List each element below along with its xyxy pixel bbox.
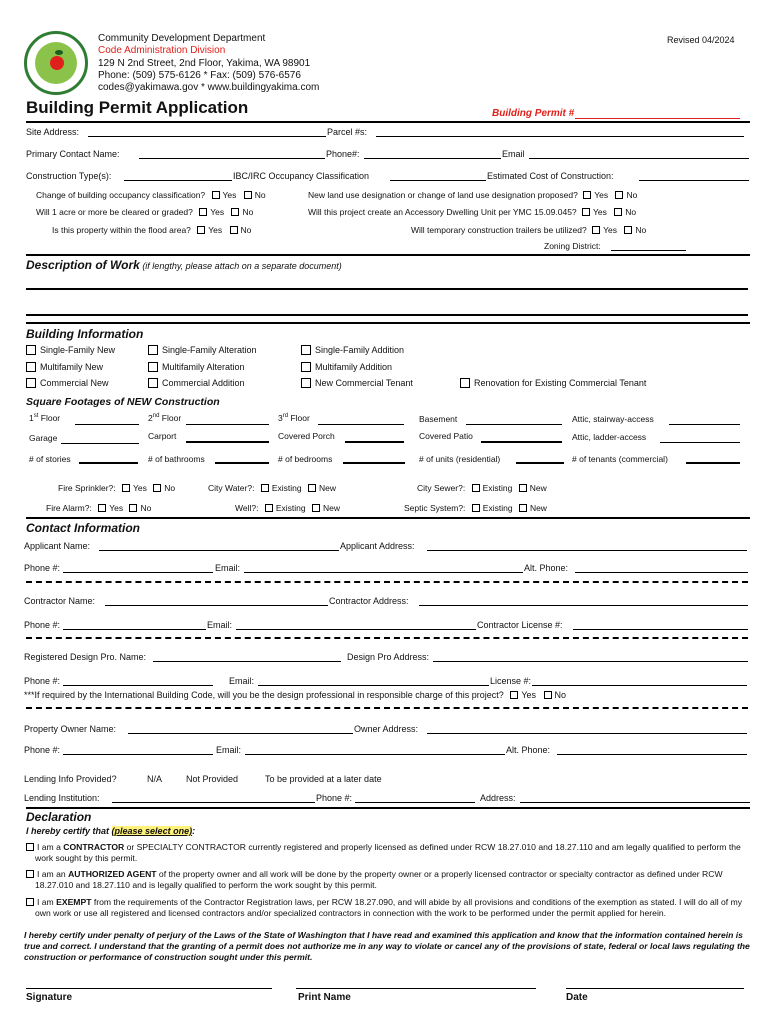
new-label: New: [529, 483, 547, 493]
lending-institution-label: Lending Institution:: [24, 793, 100, 803]
land-use-question: [308, 190, 637, 200]
design-pro-email-label: Email:: [229, 676, 255, 686]
no-label: No: [164, 483, 176, 493]
checkbox-icon[interactable]: [460, 378, 470, 388]
lending-na-option[interactable]: N/A: [147, 774, 163, 784]
trailers-yes-checkbox[interactable]: [592, 226, 600, 234]
design-pro-address-label: Design Pro Address:: [347, 652, 430, 662]
adu-yes-checkbox[interactable]: [582, 208, 590, 216]
checkbox-icon[interactable]: [26, 378, 36, 388]
bathrooms-label: # of bathrooms: [148, 454, 205, 464]
contractor-email-label: Email:: [207, 620, 233, 630]
title-rule: [26, 121, 750, 123]
new-label: New: [529, 503, 547, 513]
building-rule: [26, 322, 750, 324]
city-seal-logo: [24, 31, 88, 95]
flood-yes-checkbox[interactable]: [197, 226, 205, 234]
section-divider: [26, 707, 748, 709]
occupancy-field[interactable]: [390, 180, 486, 181]
city-sewer-row: [417, 483, 547, 493]
contractor-phone-field[interactable]: [63, 629, 206, 630]
type-label: New Commercial Tenant: [315, 378, 413, 388]
design-question-row: [24, 690, 566, 700]
office-web: codes@yakimawa.gov * www.buildingyakima.com: [98, 82, 320, 93]
adu-no-checkbox[interactable]: [614, 208, 622, 216]
existing-label: Existing: [482, 503, 513, 513]
leaf-icon: [55, 50, 63, 55]
primary-phone-label: Phone#:: [326, 149, 360, 159]
permit-number-label: Building Permit #: [492, 108, 575, 119]
site-address-label: Site Address:: [26, 127, 80, 137]
certify-text: I hereby certify that: [26, 826, 112, 836]
floor1-field[interactable]: [75, 424, 139, 425]
land-use-label: New land use designation or change of land use designation proposed?: [308, 190, 578, 200]
change-occupancy-question: [36, 190, 266, 200]
lending-provided-label: Lending Info Provided?: [24, 774, 117, 784]
land-use-yes-checkbox[interactable]: [583, 191, 591, 199]
design-question-label: ***If required by the International Building Code, will you be the design professional in responsible charge of this project?: [24, 690, 504, 700]
covered-porch-label: Covered Porch: [278, 431, 335, 441]
change-occupancy-label: Change of building occupancy classification?: [36, 190, 206, 200]
fire-alarm-label: Fire Alarm?:: [46, 503, 92, 513]
declaration-heading: Declaration: [26, 810, 92, 824]
owner-phone-label: Phone #:: [24, 745, 61, 755]
parcel-field[interactable]: [376, 136, 744, 137]
yes-label: Yes: [109, 503, 124, 513]
design-pro-field[interactable]: [153, 661, 341, 662]
type-label: Multifamily Addition: [315, 362, 393, 372]
office-phone: Phone: (509) 575-6126 * Fax: (509) 576-6576: [98, 70, 301, 81]
no-label: No: [254, 190, 266, 200]
checkbox-icon[interactable]: [26, 362, 36, 372]
type-label: Renovation for Existing Commercial Tenant: [474, 378, 647, 388]
type-single-family-new[interactable]: [26, 345, 115, 355]
contractor-address-field[interactable]: [419, 605, 748, 606]
building-info-heading: Building Information: [26, 327, 144, 341]
well-existing-checkbox[interactable]: [265, 504, 273, 512]
floor3-field[interactable]: [318, 424, 404, 425]
signature-label: Signature: [26, 992, 73, 1003]
contact-rule: [26, 517, 750, 519]
construction-types-label: Construction Type(s):: [26, 171, 112, 181]
fire-alarm-row: [46, 503, 151, 513]
covered-patio-label: Covered Patio: [419, 431, 473, 441]
section-divider: [26, 581, 748, 583]
fire-sprinkler-no-checkbox[interactable]: [153, 484, 161, 492]
well-label: Well?:: [235, 503, 259, 513]
lending-address-label: Address:: [480, 793, 516, 803]
applicant-phone-label: Phone #:: [24, 563, 61, 573]
zoning-label: Zoning District:: [544, 241, 601, 251]
contractor-phone-label: Phone #:: [24, 620, 61, 630]
septic-label: Septic System?:: [404, 503, 466, 513]
certify-line: [26, 826, 195, 836]
units-label: # of units (residential): [419, 454, 501, 464]
design-pro-address-field[interactable]: [433, 661, 748, 662]
no-label: No: [626, 190, 638, 200]
change-occupancy-no-checkbox[interactable]: [244, 191, 252, 199]
yes-label: Yes: [593, 207, 607, 217]
contractor-checkbox[interactable]: [26, 843, 34, 851]
attic-ladder-field[interactable]: [660, 442, 740, 443]
type-label: Single-Family Alteration: [162, 345, 257, 355]
city-water-existing-checkbox[interactable]: [261, 484, 269, 492]
signature-field[interactable]: [26, 988, 272, 989]
applicant-alt-phone-label: Alt. Phone:: [524, 563, 569, 573]
description-line-1[interactable]: [26, 288, 748, 290]
applicant-email-field[interactable]: [244, 572, 523, 573]
section-divider: [26, 637, 748, 639]
owner-alt-phone-label: Alt. Phone:: [506, 745, 551, 755]
lending-not-provided-option[interactable]: Not Provided: [186, 774, 239, 784]
penalty-statement: I hereby certify under penalty of perjury of the Laws of the State of Washington that I have read and examined this application and know that the information contained herein is true and correct. I understand that the granting of a permit does not authorize me in any way to violate or cancel any of the provisions of state, federal or local laws regulating the construction or performance of construction sought under this permit.: [24, 930, 750, 962]
authorized-agent-checkbox[interactable]: [26, 870, 34, 878]
acre-no-checkbox[interactable]: [231, 208, 239, 216]
type-label: Multifamily New: [40, 362, 104, 372]
owner-name-field[interactable]: [128, 733, 353, 734]
no-label: No: [554, 690, 567, 700]
option-authorized-agent: I am an AUTHORIZED AGENT of the property owner and all work will be done by the property owner or a properly licensed contractor or specialty contractor as defined under RCW 18.27.010 and 18.27.110 and is legally qualified to perform the work sought by this permit.: [26, 869, 750, 891]
type-commercial-addition[interactable]: [148, 378, 245, 388]
checkbox-icon[interactable]: [301, 362, 311, 372]
no-label: No: [240, 225, 252, 235]
yes-label: Yes: [603, 225, 617, 235]
type-multifamily-new[interactable]: [26, 362, 103, 372]
date-label: Date: [566, 992, 588, 1003]
type-label: Single-Family New: [40, 345, 116, 355]
stories-label: # of stories: [29, 454, 71, 464]
design-pro-label: Registered Design Pro. Name:: [24, 652, 147, 662]
type-single-family-addition[interactable]: [301, 345, 404, 355]
type-single-family-alteration[interactable]: [148, 345, 257, 355]
date-field[interactable]: [566, 988, 744, 989]
option-exempt: I am EXEMPT from the requirements of the Contractor Registration laws, per RCW 18.27.090, and will abide by all provisions and conditions of the exemption as stated. I will do all of my own work or use all registered and licensed contractors and/or specialized contractors in connection with the work to be performed under the permit applied for herein.: [26, 897, 750, 919]
carport-field[interactable]: [186, 441, 269, 443]
applicant-phone-field[interactable]: [63, 572, 213, 573]
flood-question: [52, 225, 251, 235]
city-sewer-new-checkbox[interactable]: [519, 484, 527, 492]
design-pro-license-field[interactable]: [532, 685, 747, 686]
occupancy-label: IBC/IRC Occupancy Classification: [233, 171, 370, 181]
covered-patio-field[interactable]: [481, 441, 562, 443]
acre-label: Will 1 acre or more be cleared or graded?: [36, 207, 193, 217]
dept-name: Community Development Department: [98, 33, 266, 44]
fire-alarm-yes-checkbox[interactable]: [98, 504, 106, 512]
contractor-license-label: Contractor License #:: [477, 620, 563, 630]
land-use-no-checkbox[interactable]: [615, 191, 623, 199]
stories-field[interactable]: [79, 462, 138, 464]
applicant-alt-phone-field[interactable]: [575, 572, 748, 573]
type-multifamily-alteration[interactable]: [148, 362, 245, 372]
basement-label: Basement: [419, 414, 458, 424]
yes-label: Yes: [133, 483, 147, 493]
contact-heading: Contact Information: [26, 521, 140, 535]
no-label: No: [242, 207, 254, 217]
seal-emblem: [35, 42, 77, 84]
contractor-name-field[interactable]: [105, 605, 328, 606]
trailers-no-checkbox[interactable]: [624, 226, 632, 234]
carport-label: Carport: [148, 431, 177, 441]
existing-label: Existing: [271, 483, 302, 493]
revised-date: Revised 04/2024: [667, 35, 735, 45]
checkbox-icon[interactable]: [26, 345, 36, 355]
garage-label: Garage: [29, 433, 58, 443]
description-line-2[interactable]: [26, 314, 748, 316]
floor1-label: 1st Floor: [29, 413, 61, 423]
city-water-new-checkbox[interactable]: [308, 484, 316, 492]
yes-label: Yes: [521, 690, 536, 700]
type-new-commercial-tenant[interactable]: [301, 378, 413, 388]
description-heading: Description of Work: [26, 258, 140, 272]
garage-field[interactable]: [61, 443, 139, 444]
owner-address-field[interactable]: [427, 733, 747, 734]
print-name-field[interactable]: [296, 988, 536, 989]
well-row: [235, 503, 340, 513]
permit-number-field[interactable]: [575, 118, 740, 119]
applicant-email-label: Email:: [215, 563, 241, 573]
applicant-name-label: Applicant Name:: [24, 541, 91, 551]
fire-sprinkler-yes-checkbox[interactable]: [122, 484, 130, 492]
owner-email-field[interactable]: [245, 754, 505, 755]
yes-label: Yes: [222, 190, 237, 200]
flood-label: Is this property within the flood area?: [52, 225, 191, 235]
checkbox-icon[interactable]: [148, 378, 158, 388]
lending-later-option[interactable]: To be provided at a later date: [265, 774, 382, 784]
trailers-label: Will temporary construction trailers be utilized?: [411, 225, 587, 235]
city-sewer-existing-checkbox[interactable]: [472, 484, 480, 492]
city-water-label: City Water?:: [208, 483, 255, 493]
city-sewer-label: City Sewer?:: [417, 483, 466, 493]
office-address: 129 N 2nd Street, 2nd Floor, Yakima, WA 98901: [98, 58, 311, 69]
new-label: New: [322, 503, 340, 513]
adu-label: Will this project create an Accessory Dwelling Unit per YMC 15.09.045?: [308, 207, 577, 217]
yes-label: Yes: [208, 225, 223, 235]
type-label: Single-Family Addition: [315, 345, 405, 355]
select-one-highlight: (please select one): [111, 826, 193, 836]
floor3-label: 3rd Floor: [278, 413, 310, 423]
sqft-heading: Square Footages of NEW Construction: [26, 396, 220, 408]
septic-new-checkbox[interactable]: [519, 504, 527, 512]
basement-field[interactable]: [466, 424, 562, 425]
design-pro-phone-field[interactable]: [63, 685, 213, 686]
lending-phone-label: Phone #:: [316, 793, 353, 803]
design-no-checkbox[interactable]: [544, 691, 552, 699]
existing-label: Existing: [482, 483, 513, 493]
page-title: Building Permit Application: [26, 98, 249, 117]
no-label: No: [140, 503, 152, 513]
division-name: Code Administration Division: [98, 45, 226, 56]
owner-address-label: Owner Address:: [354, 724, 419, 734]
adu-question: [308, 207, 636, 217]
primary-email-field[interactable]: [529, 158, 749, 159]
design-pro-phone-label: Phone #:: [24, 676, 61, 686]
primary-email-label: Email: [502, 149, 525, 159]
acre-yes-checkbox[interactable]: [199, 208, 207, 216]
type-label: Commercial New: [40, 378, 109, 388]
certify-colon: :: [192, 826, 196, 836]
description-heading-row: [26, 258, 342, 272]
floor2-label: 2nd Floor: [148, 413, 182, 423]
contractor-email-field[interactable]: [236, 629, 476, 630]
bedrooms-field[interactable]: [343, 462, 405, 464]
primary-phone-field[interactable]: [364, 158, 501, 159]
lending-phone-field[interactable]: [355, 802, 475, 803]
type-commercial-new[interactable]: [26, 378, 109, 388]
checkbox-icon[interactable]: [148, 362, 158, 372]
attic-stair-label: Attic, stairway-access: [572, 414, 654, 424]
contractor-address-label: Contractor Address:: [329, 596, 409, 606]
tenants-field[interactable]: [686, 462, 740, 464]
apple-icon: [50, 56, 64, 70]
design-yes-checkbox[interactable]: [510, 691, 518, 699]
city-water-row: [208, 483, 336, 493]
change-occupancy-yes-checkbox[interactable]: [212, 191, 220, 199]
covered-porch-field[interactable]: [345, 441, 404, 443]
option-contractor: I am a CONTRACTOR or SPECIALTY CONTRACTOR currently registered and properly licensed as defined under RCW 18.27.010 and 18.27.110 and am legally qualified to perform the work sought by this permit.: [26, 842, 750, 864]
type-label: Multifamily Alteration: [162, 362, 245, 372]
lending-address-field[interactable]: [520, 802, 750, 803]
contractor-name-label: Contractor Name:: [24, 596, 96, 606]
print-name-label: Print Name: [298, 992, 351, 1003]
primary-contact-field[interactable]: [139, 158, 325, 159]
floor2-field[interactable]: [186, 424, 269, 425]
checkbox-icon[interactable]: [148, 345, 158, 355]
yes-label: Yes: [594, 190, 609, 200]
declaration-rule: [26, 807, 750, 809]
owner-email-label: Email:: [216, 745, 242, 755]
applicant-address-label: Applicant Address:: [340, 541, 415, 551]
estimated-cost-field[interactable]: [639, 180, 749, 181]
attic-ladder-label: Attic, ladder-access: [572, 432, 647, 442]
bedrooms-label: # of bedrooms: [278, 454, 333, 464]
existing-label: Existing: [275, 503, 306, 513]
lending-institution-field[interactable]: [112, 802, 315, 803]
new-label: New: [318, 483, 336, 493]
zoning-field[interactable]: [611, 250, 686, 251]
no-label: No: [625, 207, 637, 217]
exempt-checkbox[interactable]: [26, 898, 34, 906]
well-new-checkbox[interactable]: [312, 504, 320, 512]
applicant-address-field[interactable]: [427, 550, 747, 551]
owner-phone-field[interactable]: [63, 754, 213, 755]
fire-sprinkler-label: Fire Sprinkler?:: [58, 483, 116, 493]
acre-question: [36, 207, 253, 217]
trailers-question: [411, 225, 646, 235]
parcel-label: Parcel #s:: [327, 127, 368, 137]
flood-no-checkbox[interactable]: [230, 226, 238, 234]
owner-name-label: Property Owner Name:: [24, 724, 117, 734]
estimated-cost-label: Estimated Cost of Construction:: [487, 171, 614, 181]
type-multifamily-addition[interactable]: [301, 362, 392, 372]
yes-label: Yes: [210, 207, 225, 217]
tenants-label: # of tenants (commercial): [572, 454, 668, 464]
attic-stair-field[interactable]: [669, 424, 740, 425]
site-address-field[interactable]: [88, 136, 326, 137]
checkbox-icon[interactable]: [301, 378, 311, 388]
contractor-license-field[interactable]: [573, 629, 748, 630]
design-pro-license-label: License #:: [490, 676, 532, 686]
fire-alarm-no-checkbox[interactable]: [129, 504, 137, 512]
owner-alt-phone-field[interactable]: [557, 754, 747, 755]
no-label: No: [635, 225, 647, 235]
type-renovation-commercial-tenant[interactable]: [460, 378, 646, 388]
septic-existing-checkbox[interactable]: [472, 504, 480, 512]
checkbox-icon[interactable]: [301, 345, 311, 355]
description-rule: [26, 254, 750, 256]
fire-sprinkler-row: [58, 483, 175, 493]
construction-types-field[interactable]: [124, 180, 232, 181]
applicant-name-field[interactable]: [99, 550, 339, 551]
description-note: (if lengthy, please attach on a separate document): [142, 261, 342, 271]
primary-contact-label: Primary Contact Name:: [26, 149, 120, 159]
design-pro-email-field[interactable]: [258, 685, 489, 686]
type-label: Commercial Addition: [162, 378, 245, 388]
septic-row: [404, 503, 547, 513]
bathrooms-field[interactable]: [215, 462, 269, 464]
units-field[interactable]: [516, 462, 564, 464]
